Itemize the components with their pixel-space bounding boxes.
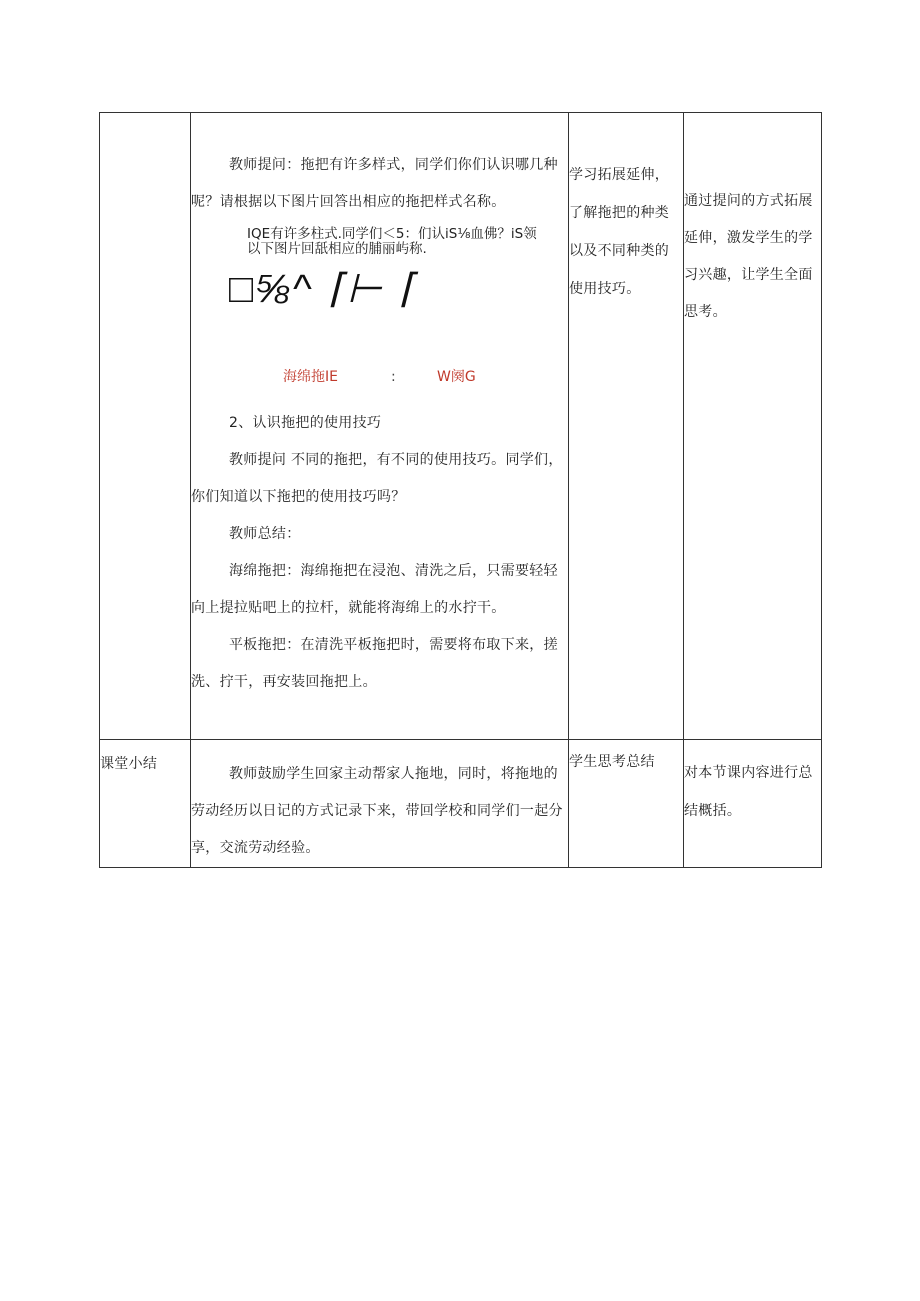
teacher-activity-cell	[191, 113, 569, 740]
label-separator: :	[391, 369, 396, 385]
student-activity-cell	[569, 740, 684, 868]
teacher-activity-cell	[191, 740, 569, 868]
mop-images-placeholder: □⅝^ ⌈⊢ ⌈	[229, 267, 418, 311]
student-activity-cell	[569, 113, 684, 740]
sponge-mop-tip: 海绵拖把：海绵拖把在浸泡、清洗之后，只需要轻轻向上提拉贴吧上的拉杆，就能将海绵上的水拧干。	[191, 563, 558, 616]
flat-mop-tip: 平板拖把：在清洗平板拖把时，需要将布取下来，搓洗、拧干，再安装回拖把上。	[191, 637, 558, 690]
other-mop-label: W阕G	[437, 369, 476, 385]
mop-image-labels	[191, 367, 568, 391]
garbled-line-2: 以下图片回舐相应的脯丽屿称.	[247, 241, 427, 257]
stage-cell	[100, 740, 191, 868]
section-heading: 2、认识拖把的使用技巧	[229, 415, 382, 431]
teacher-question-2: 教师提问 不同的拖把，有不同的使用技巧。同学们，你们知道以下拖把的使用技巧吗？	[191, 452, 563, 505]
lesson-plan-table	[99, 112, 822, 868]
design-intent-cell	[684, 113, 822, 740]
student-summary-text: 学生思考总结	[569, 754, 655, 770]
summary-intent-text: 对本节课内容进行总结概括。	[684, 765, 813, 819]
design-intent-cell	[684, 740, 822, 868]
design-intent-text: 通过提问的方式拓展延伸，激发学生的学习兴趣，让学生全面思考。	[684, 193, 813, 320]
stage-cell	[100, 113, 191, 740]
table-row	[100, 113, 822, 740]
stage-label: 课堂小结	[100, 756, 158, 772]
classroom-summary-text: 教师鼓励学生回家主动帮家人拖地，同时，将拖地的劳动经历以日记的方式记录下来，带回学校和同学们一起分享，交流劳动经验。	[191, 766, 563, 856]
table-row	[100, 740, 822, 868]
teacher-question-text: 教师提问：拖把有许多样式，同学们你们认识哪几种呢？请根据以下图片回答出相应的拖把样式名称。	[191, 157, 558, 210]
student-activity-text: 学习拓展延伸，了解拖把的种类以及不同种类的使用技巧。	[569, 167, 670, 297]
garbled-line-1: IQE有许多柱式.同学们＜5：们认iS⅛血佛？iS领	[247, 226, 537, 242]
sponge-mop-label: 海绵拖IE	[283, 369, 338, 385]
teacher-summary-heading: 教师总结：	[229, 526, 301, 542]
